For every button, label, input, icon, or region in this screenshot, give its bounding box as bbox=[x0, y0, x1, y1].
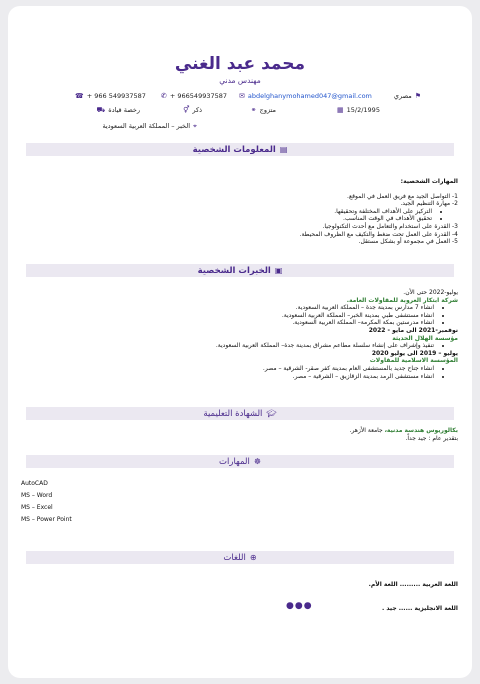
globe-icon: ⊕ bbox=[249, 553, 257, 562]
calendar-icon: ▦ bbox=[337, 106, 344, 114]
section-education-header bbox=[26, 407, 454, 420]
section-education-title: الشهادة التعليمية bbox=[203, 409, 263, 419]
address-value: الخبر – المملكة العربية السعودية bbox=[102, 122, 191, 130]
email-value[interactable]: abdelghanymohamed047@gmail.com bbox=[247, 92, 372, 100]
cv-page bbox=[8, 6, 472, 678]
section-personal-title: المعلومات الشخصية bbox=[192, 145, 276, 155]
language-english: اللغة الانجليزية ...... جيد . bbox=[382, 605, 458, 612]
rings-icon: ⚭ bbox=[250, 106, 257, 114]
experience-task-1b: • انشاء مستشفى طبي بمدينة الخبر– المملكة العربية السعودية. bbox=[118, 312, 434, 320]
personal-skills-title: المهارات الشخصية: bbox=[400, 178, 458, 185]
section-languages-title: اللغات bbox=[223, 553, 246, 563]
experience-block bbox=[118, 289, 458, 380]
section-experience-header bbox=[26, 264, 454, 277]
graduation-cap-icon: 🎓︎ bbox=[266, 409, 277, 418]
personal-skills-block bbox=[158, 178, 458, 246]
phone-icon: ☎ bbox=[75, 92, 84, 100]
phone-1-value: + 966549937587 bbox=[169, 92, 228, 100]
birth-date bbox=[334, 106, 380, 114]
education-block bbox=[158, 427, 458, 442]
location-icon: ⌖ bbox=[193, 122, 197, 130]
experience-period-1: يوليو-2022 حتى الأن. bbox=[403, 289, 458, 296]
skill-item: AutoCAD bbox=[21, 480, 48, 487]
id-card-icon: ▤ bbox=[279, 145, 288, 154]
cv-name: محمد عبد الغني bbox=[174, 54, 306, 74]
experience-period-2: نوفمبر-2021 الى مايو - 2022 bbox=[368, 326, 458, 334]
marital-value: متزوج bbox=[259, 106, 276, 114]
skill-item: MS – Excel bbox=[21, 504, 53, 511]
personal-skill-2b: • تحقيق الأهداف في الوقت المناسب. bbox=[158, 215, 432, 223]
education-grade: بتقدير عام : جيد جداً. bbox=[405, 434, 458, 442]
flag-icon: ⚑ bbox=[414, 92, 421, 100]
experience-task-3b: • انشاء مستشفى الرمد بمدينة الزقازيق – الشرقية – مصر. bbox=[118, 373, 434, 381]
education-university: جامعة الأزهر. bbox=[349, 427, 383, 434]
address bbox=[102, 122, 200, 131]
skills-list bbox=[21, 478, 72, 526]
language-level-dots: ●●● bbox=[286, 601, 313, 611]
experience-task-2a: • تنفيذ وإشراف على إنشاء سلسلة مطاعم مشراق بمدينة جدة– المملكة العربية السعودية. bbox=[118, 342, 434, 350]
email-icon: ✉ bbox=[239, 92, 245, 100]
license-value: رخصة قيادة bbox=[108, 106, 140, 114]
nationality-value: مصري bbox=[393, 92, 412, 100]
email[interactable] bbox=[236, 92, 372, 100]
section-skills-title: المهارات bbox=[218, 457, 250, 467]
personal-skill-1: 1- التواصل الجيد مع فريق العمل في الموقع. bbox=[347, 192, 458, 200]
section-skills-header bbox=[26, 455, 454, 468]
section-experience-title: الخبرات الشخصية bbox=[197, 266, 271, 276]
brain-icon: ☸ bbox=[253, 457, 261, 466]
experience-task-1c: • انشاء مدرستين بمكة المكرمة– المملكة العربية السعودية. bbox=[118, 319, 434, 327]
marital-status bbox=[248, 106, 276, 114]
gender-icon: ⚥ bbox=[183, 106, 190, 114]
personal-skill-5: 5- العمل في مجموعة أو بشكل مستقل. bbox=[358, 238, 458, 246]
phone-2 bbox=[72, 92, 146, 100]
gender-value: ذكر bbox=[192, 106, 202, 114]
experience-company-1: شركة ابتكار العروبة للمقاولات العامة. bbox=[346, 296, 458, 304]
car-icon: ⛟ bbox=[96, 106, 106, 114]
section-personal-header bbox=[26, 143, 454, 156]
personal-skill-3: 3- القدرة على استخدام والتعامل مع أحدث التكنولوجيا. bbox=[322, 222, 458, 230]
experience-task-1a: • انشاء 7 مدارس بمدينة جدة – المملكة العربية السعودية. bbox=[118, 304, 434, 312]
nationality bbox=[394, 92, 424, 100]
skill-item: MS – Power Point bbox=[21, 516, 72, 523]
experience-company-3: المؤسسة الاسلامية للمقاولات bbox=[369, 357, 458, 365]
experience-period-3: يوليو – 2019 الى يوليو 2020 bbox=[371, 349, 458, 357]
education-degree: بكالوريوس هندسة مدنية، bbox=[384, 427, 458, 434]
personal-skill-2: 2- مهارة التنظيم الجيد. bbox=[400, 200, 458, 208]
gender bbox=[180, 106, 202, 114]
birth-date-value: 15/2/1995 bbox=[346, 106, 380, 114]
whatsapp-icon: ✆ bbox=[161, 92, 167, 100]
language-arabic: اللغة العربية ......... اللغة الأم. bbox=[368, 581, 458, 588]
job-title: مهندس مدني bbox=[219, 76, 261, 85]
briefcase-icon: ▣ bbox=[274, 266, 283, 275]
phone-2-value: + 966 549937587 bbox=[86, 92, 146, 100]
experience-task-3a: • انشاء جناح جديد بالمستشفى العام بمدينة كفر صقر- الشرقية – مصر. bbox=[118, 365, 434, 373]
phone-1 bbox=[158, 92, 227, 100]
personal-skill-2a: • التركيز على الأهداف المختلفة وتحقيقها. bbox=[158, 208, 432, 216]
section-languages-header bbox=[26, 551, 454, 564]
personal-skill-4: 4- القدرة على العمل تحت ضغط والتكيف مع الظروف المحيطة. bbox=[299, 230, 458, 238]
skill-item: MS – Word bbox=[21, 492, 53, 499]
driving-license bbox=[93, 106, 140, 115]
experience-company-2: مؤسسة الهلال الحديثة bbox=[392, 334, 458, 342]
